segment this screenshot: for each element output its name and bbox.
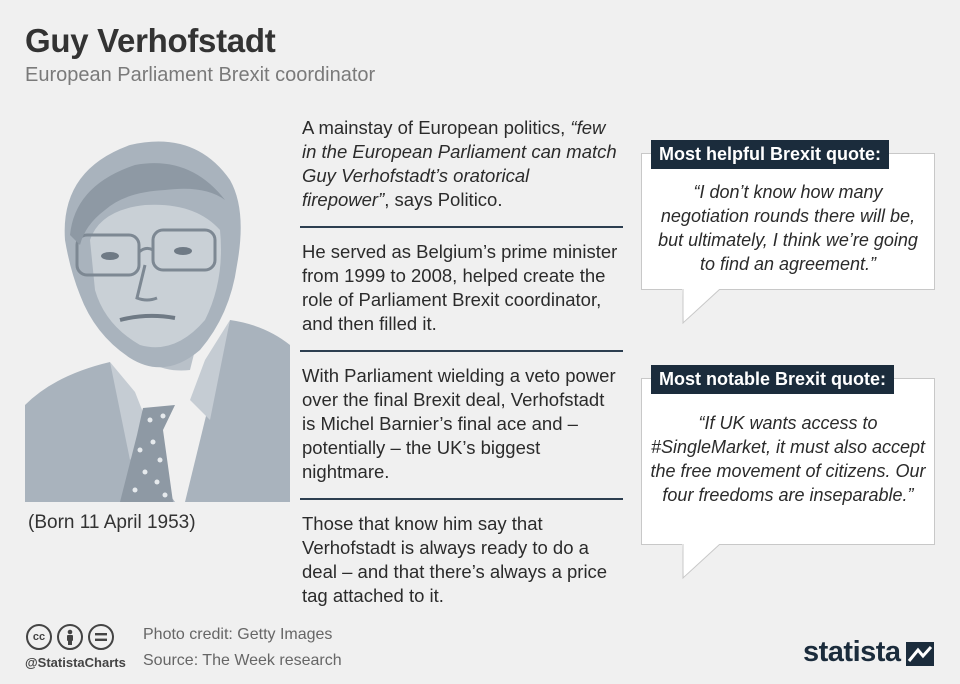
quote-text-helpful: “I don’t know how many negotiation rounds there will be, but ultimately, I think we’re going to find an agreement.” <box>658 182 918 274</box>
license-icons <box>26 624 114 650</box>
paragraph-politico <box>300 116 623 226</box>
divider <box>300 498 623 500</box>
paragraph-outro: , says Politico. <box>384 189 503 210</box>
speech-bubble-tail <box>682 544 722 580</box>
source-note: Source: The Week research <box>143 652 342 669</box>
quote-heading-notable: Most notable Brexit quote: <box>651 365 894 394</box>
photo-credit: Photo credit: Getty Images <box>143 626 333 643</box>
attribution-icon <box>57 624 83 650</box>
speech-bubble-tail <box>682 289 722 325</box>
quote-text-notable: “If UK wants access to #SingleMarket, it must also accept the free movement of citizens. Our four freedoms are inseparable.” <box>650 413 926 505</box>
divider <box>300 350 623 352</box>
statista-logo-icon <box>906 642 934 666</box>
politico-quote: “few in the European Parliament can match Guy Verhofstadt’s oratorical firepower” <box>302 117 617 210</box>
quote-box-helpful <box>641 153 935 290</box>
no-derivatives-icon <box>88 624 114 650</box>
twitter-handle: @StatistaCharts <box>25 655 126 670</box>
cc-icon: cc <box>26 624 52 650</box>
paragraph-career: He served as Belgium’s prime minister from 1999 to 2008, helped create the role of Parliament Brexit coordinator, and then filled it. <box>302 241 618 334</box>
paragraph-intro: A mainstay of European politics, <box>302 117 571 138</box>
portrait-illustration <box>25 130 290 502</box>
page-title: Guy Verhofstadt <box>25 22 276 59</box>
statista-logo[interactable]: statista <box>803 636 901 668</box>
birth-date: (Born 11 April 1953) <box>28 512 196 533</box>
page-subtitle: European Parliament Brexit coordinator <box>25 64 376 86</box>
paragraph-veto: With Parliament wielding a veto power over the final Brexit deal, Verhofstadt is Michel Barnier’s final ace and – potentially – the UK’s biggest nightmare. <box>302 365 616 482</box>
biography-column <box>300 116 623 622</box>
paragraph-deal: Those that know him say that Verhofstadt is always ready to do a deal – and that there’s always a price tag attached to it. <box>302 513 608 606</box>
divider <box>300 226 623 228</box>
quote-box-notable <box>641 378 935 545</box>
quote-heading-helpful: Most helpful Brexit quote: <box>651 140 889 169</box>
